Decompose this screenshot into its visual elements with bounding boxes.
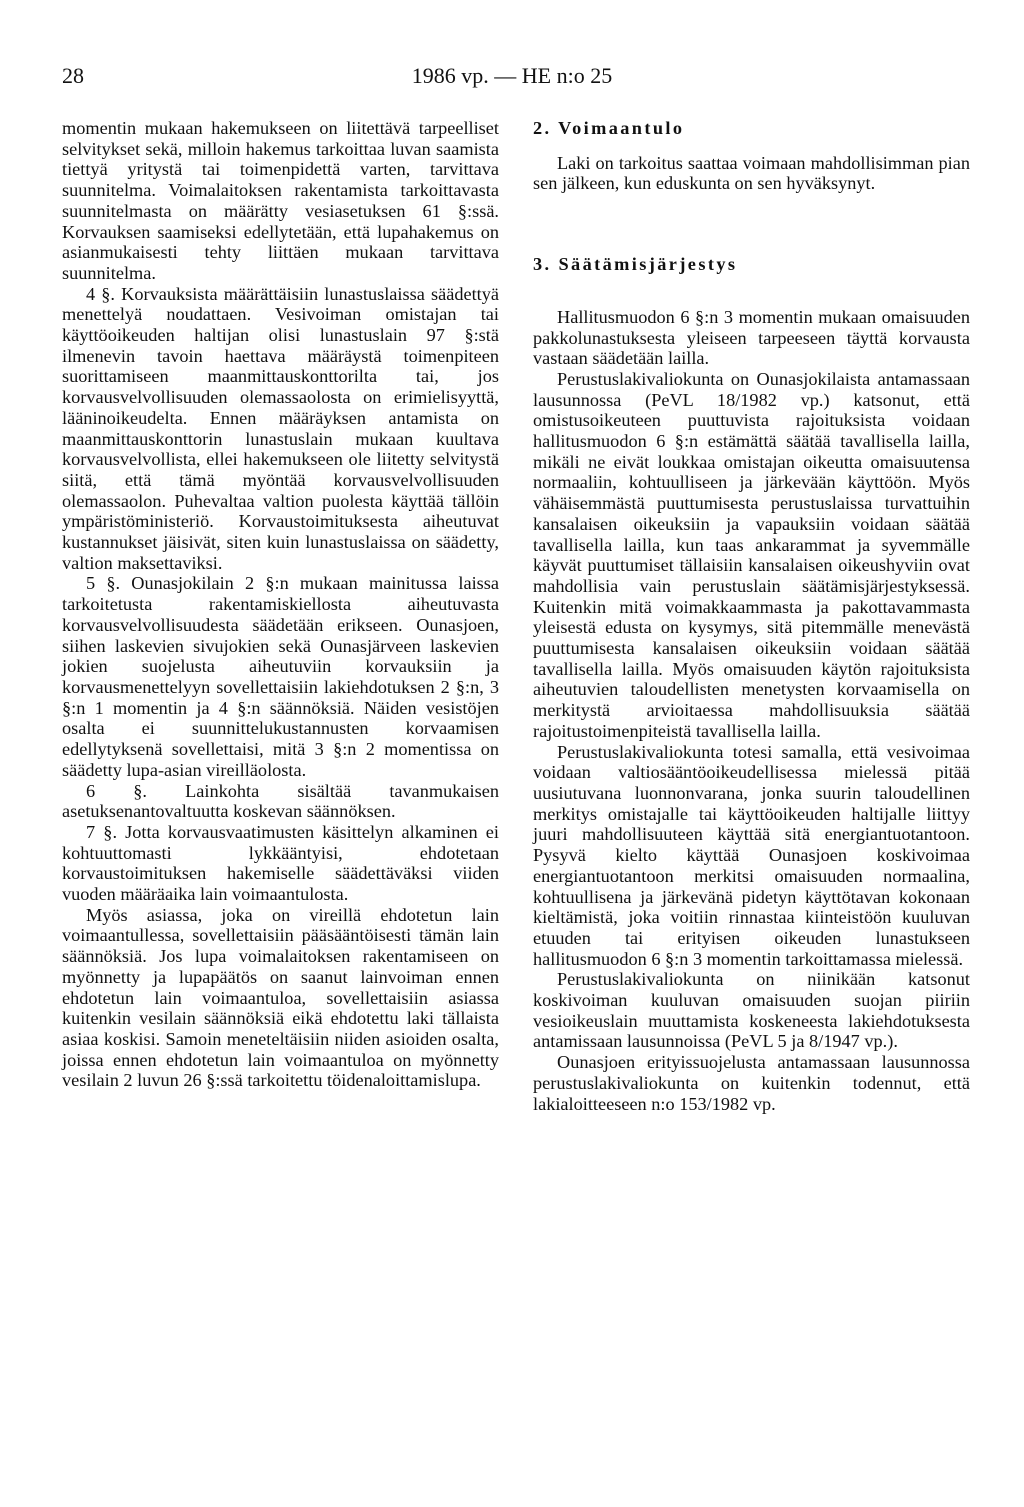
- paragraph: Perustuslakivaliokunta on niinikään katsonut koskivoiman kuuluvan omaisuuden suojan piiriin vesioikeuslain muuttamista koskeneesta lakiehdotuksesta antamissaan lausunnoissa (PeVL 5 ja 8/1947 vp.).: [533, 969, 970, 1052]
- left-column: [62, 118, 499, 1091]
- paragraph: Perustuslakivaliokunta totesi samalla, että vesivoimaa voidaan valtiosääntöoikeudellisessa mielessä pitää uusiutuvana luonnonvarana, jonka suurin taloudellinen merkitys omistajalle tai käyttöoikeuden haltijalle liittyy juuri mahdollisuuteen käyttää sitä energiantuotantoon. Pysyvä kielto käyttää Ounasjoen koskivoimaa energiantuotantoon merkitsi omaisuuden normaalina, kohtuullisena ja järkevänä pidetyn käyttötavan kokonaan kieltämistä, joka voitiin rinnastaa kiinteistöön kuuluvan etuuden tai erityisen oikeuden lunastukseen hallitusmuodon 6 §:n 3 momentin tarkoittamassa mielessä.: [533, 741, 970, 969]
- right-column: [533, 118, 970, 1114]
- running-header: 1986 vp. — HE n:o 25: [411, 63, 613, 88]
- page-number: 28: [62, 63, 84, 88]
- paragraph: Perustuslakivaliokunta on Ounasjokilaista antamassaan lausunnossa (PeVL 18/1982 vp.) katsonut, että omistusoikeuteen puuttuvista rajoituksista voidaan hallitusmuodon 6 §:n estämättä säätää tavallisella lailla, mikäli ne eivät loukkaa omistajan oikeutta omaisuutensa normaaliin, kohtuulliseen ja järkevään käyttöön. Myös vähäisemmästä puuttumisesta perustuslaissa turvattuihin kansalaisen oikeuksiin ja vapauksiin voidaan säätää tavallisella lailla, kun taas ankarammat ja syvemmälle käyvät puuttumiset tällaisiin kansalaisen oikeushyviin ovat mahdollisia vain perustuslain säätämisjärjestyksessä. Kuitenkin mitä voimakkaammasta ja pakottavammasta yleisestä edusta on kysymys, sitä pitemmälle menevästä puuttumisesta kansalaisen oikeuksiin voidaan säätää tavallisella lailla. Myös omaisuuden käytön rajoituksista aiheutuvien taloudellisten menetysten korvaamisella on merkitystä arvioitaessa mahdollisuuksia säätää rajoitustoimenpiteistä tavallisella lailla.: [533, 368, 970, 741]
- paragraph: Hallitusmuodon 6 §:n 3 momentin mukaan omaisuuden pakkolunastuksesta yleiseen tarpeeseen täyttä korvausta vastaan säädetään lailla.: [533, 306, 970, 369]
- section-heading-saatamisjarjestys: 3. Säätämisjärjestys: [533, 254, 738, 275]
- paragraph: momentin mukaan hakemukseen on liitettävä tarpeelliset selvitykset sekä, milloin hakemus tarkoittaa luvan saamista tiettyä yritystä tai toimenpidettä varten, tarvittava suunnitelma. Voimalaitoksen rakentamista tarkoittavasta suunnitelmasta on määrätty vesiasetuksen 61 §:ssä. Korvauksen saamiseksi edellytetään, että lupahakemus on asianmukaisesti tehty liittäen mukaan tarvittava suunnitelma.: [62, 118, 499, 283]
- paragraph: 7 §. Jotta korvausvaatimusten käsittelyn alkaminen ei kohtuuttomasti lykkääntyisi, ehdotetaan korvaustoimituksen hakemiselle säädettäväksi viiden vuoden määräaika lain voimaantulosta.: [62, 821, 499, 905]
- section-heading-voimaantulo: 2. Voimaantulo: [533, 118, 685, 138]
- paragraph: 4 §. Korvauksista määrättäisiin lunastuslaissa säädettyä menettelyä noudattaen. Vesivoiman omistajan tai käyttöoikeuden haltijan olisi lunastuslain 97 §:stä ilmenevin tavoin haettava määräystä toimenpiteen suorittamiseen maanmittauskonttorilta tai, jos korvausvelvollisuuden olemassaolosta on erimielisyyttä, lääninoikeudelta. Ennen määräyksen antamista on maanmittauskonttorin lunastuslain mukaan kuultava korvausvelvollista, ellei hakemukseen ole liitetty selvitystä siitä, että tämä myöntää korvausvelvollisuuden olemassaolon. Puhevaltaa valtion puolesta käyttää tällöin ympäristöministeriö. Korvaustoimituksesta aiheutuvat kustannukset jäisivät, siten kuin lunastuslaissa on säädetty, valtion maksettaviksi.: [62, 283, 499, 573]
- paragraph: Laki on tarkoitus saattaa voimaan mahdollisimman pian sen jälkeen, kun eduskunta on sen hyväksynyt.: [533, 152, 970, 194]
- paragraph: 6 §. Lainkohta sisältää tavanmukaisen asetuksenantovaltuutta koskevan säännöksen.: [62, 780, 499, 822]
- paragraph: Myös asiassa, joka on vireillä ehdotetun lain voimaantullessa, sovellettaisiin pääsääntöisesti tämän lain säännöksiä. Jos lupa voimalaitoksen rakentamiseen on myönnetty ja lupapäätös on saanut lainvoiman ennen ehdotetun lain voimaantuloa, sovellettaisiin asiassa kuitenkin vesilain säännöksiä eikä ehdotettu laki tällaista asiaa koskisi. Samoin meneteltäisiin niiden asioiden osalta, joissa ennen ehdotetun lain voimaantuloa on myönnetty vesilain 2 luvun 26 §:ssä tarkoitettu töidenaloittamislupa.: [62, 904, 499, 1091]
- paragraph: Ounasjoen erityissuojelusta antamassaan lausunnossa perustuslakivaliokunta on kuitenkin todennut, että lakialoitteeseen n:o 153/1982 vp.: [533, 1052, 970, 1114]
- paragraph: 5 §. Ounasjokilain 2 §:n mukaan mainitussa laissa tarkoitetusta rakentamiskiellosta aiheutuvasta korvausvelvollisuudesta säädetään erikseen. Ounasjoen, siihen laskevien sivujokien sekä Ounasjärveen laskevien jokien suojelusta aiheutuviin korvauksiin ja korvausmenettelyyn sovellettaisiin lakiehdotuksen 2 §:n, 3 §:n 1 momentin ja 4 §:n säännöksiä. Näiden vesistöjen osalta ei suunnittelukustannusten korvaamisen edellytyksenä sovellettaisi, mitä 3 §:n 2 momentissa on säädetty lupa-asian vireilläolosta.: [62, 573, 499, 780]
